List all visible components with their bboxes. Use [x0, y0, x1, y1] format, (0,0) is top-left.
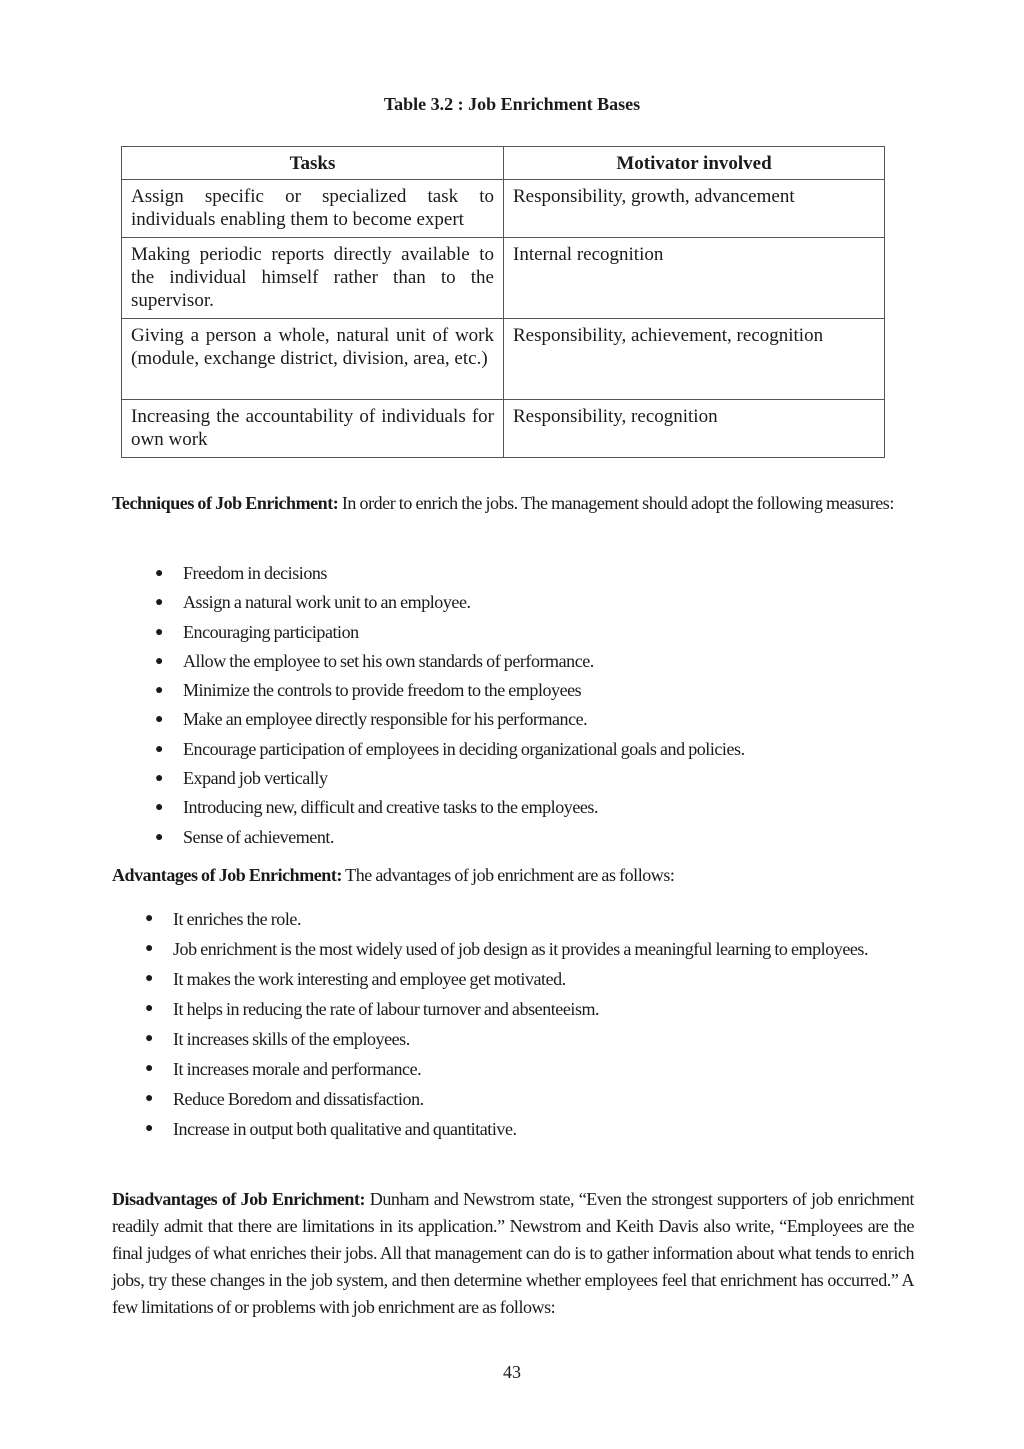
motivator-cell: Responsibility, growth, advancement: [504, 180, 885, 238]
page-number: 43: [503, 1362, 521, 1382]
list-item-text: It helps in reducing the rate of labour turnover and absenteeism.: [173, 999, 600, 1019]
table-caption: Table 3.2 : Job Enrichment Bases: [383, 94, 641, 114]
bullet-icon: ●: [145, 941, 154, 956]
bullet-icon: ●: [145, 1061, 154, 1076]
advantages-paragraph: [112, 862, 914, 889]
job-enrichment-table: [121, 146, 885, 458]
task-cell: Making periodic reports directly available to the individual himself rather than to the supervisor.: [122, 238, 504, 319]
list-item-text: Increase in output both qualitative and quantitative.: [173, 1119, 517, 1139]
list-item-text: It makes the work interesting and employee get motivated.: [173, 969, 566, 989]
list-item: [145, 904, 918, 934]
bullet-icon: ●: [155, 741, 164, 757]
techniques-list: [155, 559, 923, 852]
list-item-text: Expand job vertically: [183, 768, 328, 789]
task-cell: Giving a person a whole, natural unit of work (module, exchange district, division, area, etc.): [122, 319, 504, 400]
task-cell: Assign specific or specialized task to individuals enabling them to become expert: [122, 180, 504, 238]
bullet-icon: ●: [155, 800, 164, 816]
list-item-text: Assign a natural work unit to an employee.: [183, 592, 471, 613]
list-item: [155, 676, 923, 705]
list-item: [145, 1024, 918, 1054]
bullet-icon: ●: [145, 1031, 154, 1046]
list-item: [155, 764, 923, 793]
list-item-text: Sense of achievement.: [183, 826, 334, 847]
list-item: [155, 588, 923, 617]
list-item-text: Introducing new, difficult and creative tasks to the employees.: [183, 797, 599, 818]
list-item: [155, 618, 923, 647]
bullet-icon: ●: [155, 771, 164, 787]
advantages-heading: Advantages of Job Enrichment:: [112, 865, 342, 885]
motivator-cell: Responsibility, recognition: [504, 400, 885, 458]
list-item: [155, 705, 923, 734]
list-item: [155, 823, 923, 852]
bullet-icon: ●: [145, 1091, 154, 1106]
list-item-text: Allow the employee to set his own standards of performance.: [183, 650, 594, 671]
advantages-intro: The advantages of job enrichment are as follows:: [341, 865, 675, 885]
bullet-icon: ●: [155, 624, 164, 640]
list-item-text: It enriches the role.: [173, 909, 301, 929]
table-row: [122, 319, 885, 400]
bullet-icon: ●: [155, 683, 164, 699]
list-item-text: Reduce Boredom and dissatisfaction.: [173, 1089, 424, 1109]
list-item: [155, 735, 923, 764]
bullet-icon: ●: [155, 595, 164, 611]
motivator-cell: Responsibility, achievement, recognition: [504, 319, 885, 400]
techniques-intro: In order to enrich the jobs. The management should adopt the following measures:: [338, 493, 894, 513]
disadvantages-paragraph: [112, 1186, 914, 1321]
advantages-list: [145, 904, 918, 1144]
disadvantages-heading: Disadvantages of Job Enrichment:: [112, 1189, 366, 1209]
list-item: [145, 934, 918, 964]
table-row: [122, 400, 885, 458]
table-header-row: [122, 147, 885, 180]
list-item: [155, 647, 923, 676]
bullet-icon: ●: [145, 1121, 154, 1136]
list-item-text: Job enrichment is the most widely used of job design as it provides a meaningful learning to employees.: [173, 939, 868, 959]
bullet-icon: ●: [145, 1001, 154, 1016]
list-item: [155, 559, 923, 588]
list-item-text: Minimize the controls to provide freedom to the employees: [183, 680, 582, 701]
table-row: [122, 238, 885, 319]
bullet-icon: ●: [145, 971, 154, 986]
list-item: [145, 964, 918, 994]
bullet-icon: ●: [155, 653, 164, 669]
techniques-paragraph: [112, 490, 914, 517]
list-item: [155, 793, 923, 822]
bullet-icon: ●: [155, 566, 164, 581]
task-cell: Increasing the accountability of individuals for own work: [122, 400, 504, 458]
techniques-heading: Techniques of Job Enrichment:: [112, 493, 339, 513]
header-tasks: Tasks: [122, 147, 504, 180]
table-row: [122, 180, 885, 238]
list-item-text: It increases skills of the employees.: [173, 1029, 410, 1049]
list-item-text: Make an employee directly responsible for his performance.: [183, 709, 588, 730]
list-item: [145, 1084, 918, 1114]
motivator-cell: Internal recognition: [504, 238, 885, 319]
disadvantages-body: Dunham and Newstrom state, “Even the strongest supporters of job enrichment readily admit that there are limitations in its application.” Newstrom and Keith Davis also write, “Employees are the final judges of what enriches their jobs. All that management can do is to gather information about what tends to enrich jobs, try these changes in the job system, and then determine whether employees feel that enrichment has occurred.” A few limitations of or problems with job enrichment are as follows:: [112, 1189, 914, 1317]
bullet-icon: ●: [155, 829, 164, 845]
bullet-icon: ●: [155, 712, 164, 728]
bullet-icon: ●: [145, 911, 154, 926]
list-item: [145, 1114, 918, 1144]
list-item-text: It increases morale and performance.: [173, 1059, 422, 1079]
list-item-text: Encouraging participation: [183, 621, 359, 642]
list-item-text: Encourage participation of employees in deciding organizational goals and policies.: [183, 738, 745, 759]
list-item-text: Freedom in decisions: [183, 563, 327, 583]
header-motivator: Motivator involved: [504, 147, 885, 180]
list-item: [145, 994, 918, 1024]
list-item: [145, 1054, 918, 1084]
